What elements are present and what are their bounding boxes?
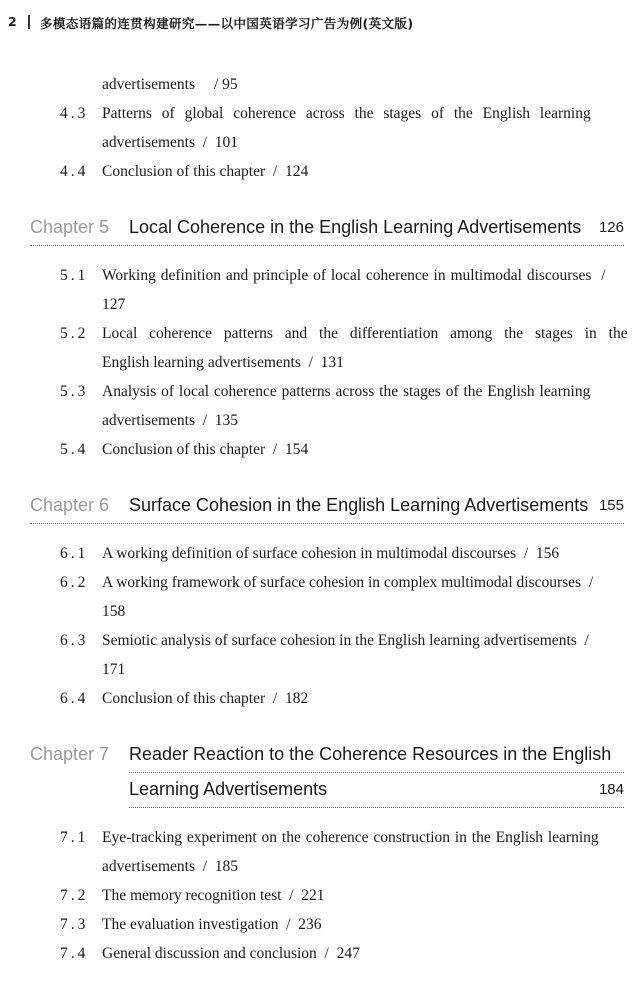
toc-entry-text: Patterns of global coherence across the stages of the English learning: [102, 105, 591, 122]
toc-entry-text: advertisements / 135: [102, 412, 239, 429]
chapter-label: Chapter 7: [30, 744, 110, 764]
toc-entry-5-3[interactable]: [0, 383, 640, 405]
toc-entry-text: The evaluation investigation / 236: [102, 916, 322, 933]
chapter-heading-5[interactable]: [0, 217, 640, 247]
toc-entry-text: Conclusion of this chapter / 182: [102, 690, 309, 707]
chapter-title: Local Coherence in the English Learning Advertisements: [129, 217, 582, 237]
toc-entry-6-3-cont: [0, 661, 640, 683]
toc-entry-7-2[interactable]: [0, 887, 640, 909]
toc-entry-4-3[interactable]: [0, 105, 640, 127]
chapter-label: Chapter 6: [30, 495, 110, 515]
dotted-rule: [30, 245, 624, 246]
book-title: 多模态语篇的连贯构建研究——以中国英语学习广告为例(英文版): [40, 16, 414, 31]
toc-entry-5-1[interactable]: [0, 267, 640, 289]
toc-entry-text: A working framework of surface cohesion in complex multimodal discourses /: [102, 574, 594, 591]
section-number: 5.2: [60, 325, 89, 342]
chapter-heading-6[interactable]: [0, 495, 640, 525]
section-number: 6.2: [60, 574, 89, 591]
section-number: 6.3: [60, 632, 89, 649]
toc-entry-5-4[interactable]: [0, 441, 640, 463]
chapter-heading-7[interactable]: [0, 744, 640, 774]
toc-entry-text: Eye-tracking experiment on the coherence construction in the English learning: [102, 829, 599, 846]
toc-entry-4-3-cont: [0, 134, 640, 156]
toc-entry-5-1-cont: [0, 296, 640, 318]
toc-entry-text: Semiotic analysis of surface cohesion in the English learning advertisements /: [102, 632, 589, 649]
chapter-page: 155: [598, 497, 624, 514]
toc-entry-7-4[interactable]: [0, 945, 640, 967]
page-number: 2: [8, 14, 17, 29]
section-number: 6.1: [60, 545, 89, 562]
dotted-rule: [129, 807, 624, 808]
chapter-heading-7-cont: [0, 779, 640, 809]
toc-entry-text: Analysis of local coherence patterns across the stages of the English learning: [102, 383, 591, 400]
section-number: 7.2: [60, 887, 89, 904]
toc-entry-text: Local coherence patterns and the differentiation among the stages in the: [102, 325, 628, 342]
toc-continuation: [0, 76, 640, 98]
chapter-title: Learning Advertisements: [129, 779, 328, 799]
toc-entry-text: advertisements / 101: [102, 134, 239, 151]
chapter-title: Reader Reaction to the Coherence Resources in the English: [129, 744, 612, 764]
section-number: 7.1: [60, 829, 89, 846]
toc-entry-6-2-cont: [0, 603, 640, 625]
toc-entry-4-4[interactable]: [0, 163, 640, 185]
toc-entry-text: advertisements: [102, 76, 195, 93]
toc-entry-text: A working definition of surface cohesion in multimodal discourses / 156: [102, 545, 560, 562]
dotted-rule: [129, 772, 624, 773]
header-divider: [28, 15, 30, 29]
toc-entry-text: 127: [102, 296, 126, 313]
chapter-label: Chapter 5: [30, 217, 110, 237]
chapter-title: Surface Cohesion in the English Learning Advertisements: [129, 495, 589, 515]
toc-entry-text: advertisements / 185: [102, 858, 239, 875]
section-number: 7.3: [60, 916, 89, 933]
toc-entry-text: Conclusion of this chapter / 154: [102, 441, 309, 458]
section-number: 5.1: [60, 267, 89, 284]
toc-entry-text: General discussion and conclusion / 247: [102, 945, 360, 962]
toc-entry-text: The memory recognition test / 221: [102, 887, 325, 904]
toc-entry-5-2[interactable]: [0, 325, 640, 347]
toc-entry-text: 158: [102, 603, 126, 620]
running-header: [0, 0, 640, 40]
toc-entry-7-1-cont: [0, 858, 640, 880]
toc-entry-7-3[interactable]: [0, 916, 640, 938]
dotted-rule: [30, 523, 624, 524]
toc-entry-7-1[interactable]: [0, 829, 640, 851]
toc-entry-text: Conclusion of this chapter / 124: [102, 163, 309, 180]
toc-entry-page: / 95: [214, 76, 238, 93]
toc-entry-6-3[interactable]: [0, 632, 640, 654]
toc-entry-text: Working definition and principle of local coherence in multimodal discourses /: [102, 267, 606, 284]
section-number: 5.4: [60, 441, 89, 458]
chapter-page: 126: [598, 219, 624, 236]
section-number: 4.3: [60, 105, 89, 122]
toc-entry-text: English learning advertisements / 131: [102, 354, 344, 371]
toc-entry-6-1[interactable]: [0, 545, 640, 567]
section-number: 7.4: [60, 945, 89, 962]
toc-entry-6-2[interactable]: [0, 574, 640, 596]
section-number: 5.3: [60, 383, 89, 400]
toc-entry-5-2-cont: [0, 354, 640, 376]
toc-entry-6-4[interactable]: [0, 690, 640, 712]
section-number: 4.4: [60, 163, 89, 180]
section-number: 6.4: [60, 690, 89, 707]
toc-entry-5-3-cont: [0, 412, 640, 434]
toc-entry-text: 171: [102, 661, 126, 678]
chapter-page: 184: [598, 781, 624, 798]
